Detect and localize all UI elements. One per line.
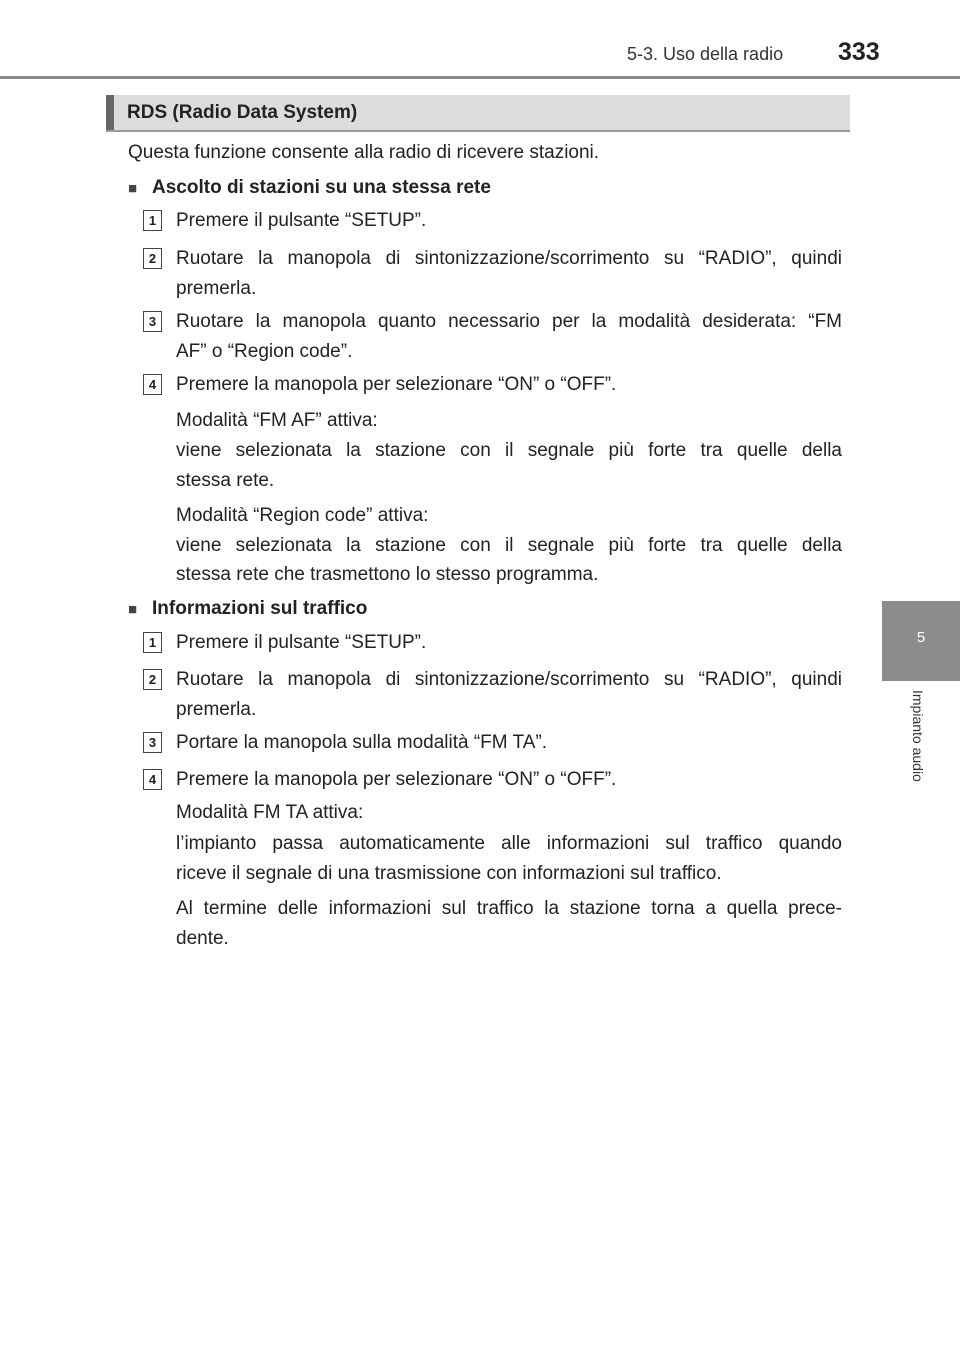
chapter-number: 5: [916, 629, 926, 646]
step-text: premerla.: [176, 278, 257, 299]
step-text: AF” o “Region code”.: [176, 341, 353, 362]
step-text: Ruotare la manopola quanto necessario per la modalità desiderata: “FM: [176, 311, 842, 332]
note-text: Modalità “Region code” attiva:: [176, 505, 429, 526]
bullet-marker: ■: [128, 180, 138, 197]
step-text: premerla.: [176, 699, 257, 720]
step-text: Premere la manopola per selezionare “ON” o “OFF”.: [176, 374, 617, 395]
step-number-box: 1: [143, 632, 162, 653]
note-text: viene selezionata la stazione con il segnale più forte tra quelle della: [176, 440, 842, 461]
step-text: Premere la manopola per selezionare “ON” o “OFF”.: [176, 769, 617, 790]
step-text: Portare la manopola sulla modalità “FM TA”.: [176, 732, 548, 753]
title-bar: [106, 95, 850, 130]
step-number-box: 4: [143, 769, 162, 790]
step-number-box: 3: [143, 732, 162, 753]
title-accent: [106, 95, 114, 130]
page-number: 333: [838, 38, 880, 66]
section-title: 5-3. Uso della radio: [627, 44, 784, 64]
header-rule: [0, 76, 960, 79]
note-text: viene selezionata la stazione con il segnale più forte tra quelle della: [176, 535, 842, 556]
note-text: Al termine delle informazioni sul traffico la stazione torna a quella prece-: [176, 898, 842, 919]
step-number-box: 2: [143, 669, 162, 690]
step-text: Premere il pulsante “SETUP”.: [176, 210, 427, 231]
note-text: riceve il segnale di una trasmissione con informazioni sul traffico.: [176, 863, 722, 884]
page-header: [0, 0, 960, 80]
section-heading: Ascolto di stazioni su una stessa rete: [152, 177, 491, 198]
note-text: Modalità “FM AF” attiva:: [176, 410, 378, 431]
chapter-label: Impianto audio: [910, 690, 926, 782]
step-text: Premere il pulsante “SETUP”.: [176, 632, 427, 653]
note-text: l’impianto passa automaticamente alle informazioni sul traffico quando: [176, 833, 842, 854]
chapter-tab: [882, 601, 960, 681]
step-number-box: 2: [143, 248, 162, 269]
step-text: Ruotare la manopola di sintonizzazione/scorrimento su “RADIO”, quindi: [176, 669, 842, 690]
bullet-marker: ■: [128, 601, 138, 618]
step-number-box: 1: [143, 210, 162, 231]
step-number-box: 4: [143, 374, 162, 395]
title-underline: [106, 130, 850, 132]
page-title: RDS (Radio Data System): [127, 102, 358, 123]
section-heading: Informazioni sul traffico: [152, 598, 368, 619]
step-text: Ruotare la manopola di sintonizzazione/scorrimento su “RADIO”, quindi: [176, 248, 842, 269]
note-text: stessa rete.: [176, 470, 275, 491]
step-number-box: 3: [143, 311, 162, 332]
note-text: dente.: [176, 928, 229, 949]
note-text: Modalità FM TA attiva:: [176, 802, 364, 823]
note-text: stessa rete che trasmettono lo stesso programma.: [176, 564, 599, 585]
intro-text: Questa funzione consente alla radio di ricevere stazioni.: [128, 142, 600, 163]
